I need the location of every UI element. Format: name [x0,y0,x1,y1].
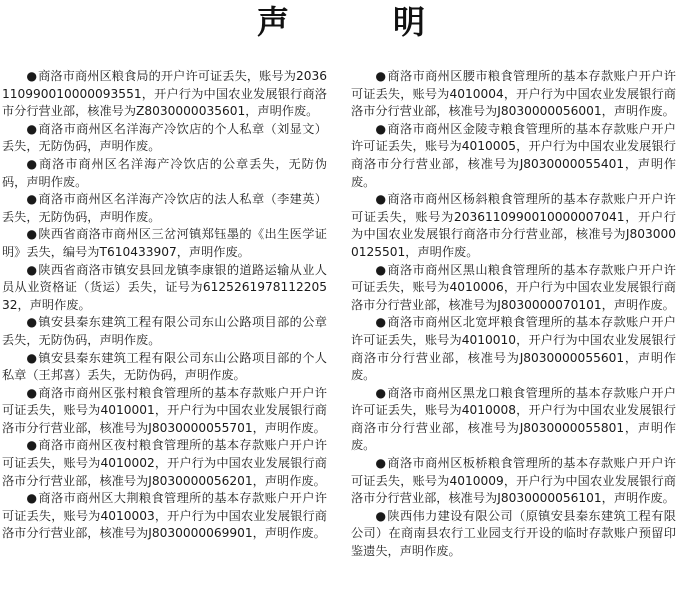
notice-item: ●商洛市商州区杨斜粮食管理所的基本存款账户开户许可证丢失，账号为2036110990010000007041，开户行为中国农业发展银行商洛市分行营业部，核准号为J8030000125501，声明作废。 [351,192,676,259]
bullet-icon: ● [26,491,38,506]
notice-item: ●商洛市商州区大荆粮食管理所的基本存款账户开户许可证丢失，账号为4010003，开户行为中国农业发展银行商洛市分行营业部，核准号为J8030000069901，声明作废。 [2,491,327,541]
bullet-icon: ● [375,69,387,83]
notice-item: ●陕西伟力建设有限公司（原镇安县秦东建筑工程有限公司）在商南县农行工业园支行开设的临时存款账户预留印鉴遗失，声明作废。 [351,508,676,559]
notice-item: ●商洛市商州区粮食局的开户许可证丢失，账号为2036110990010000093551，开户行为中国农业发展银行商洛市分行营业部，核准号为Z8030000035601，声明作废。 [2,69,327,119]
notice-item: ●商洛市商州区夜村粮食管理所的基本存款账户开户许可证丢失，账号为4010002，开户行为中国农业发展银行商洛市分行营业部，核准号为J8030000056201，声明作废。 [2,438,327,488]
notice-item: ●商洛市商州区黑山粮食管理所的基本存款账户开户许可证丢失，账号为4010006，开户行为中国农业发展银行商洛市分行营业部，核准号为J8030000070101，声明作废。 [351,262,676,312]
bullet-icon: ● [26,262,38,277]
bullet-icon: ● [375,456,387,471]
bullet-icon: ● [375,192,387,207]
notice-item: ●商洛市商州区板桥粮食管理所的基本存款账户开户许可证丢失，账号为4010009，开户行为中国农业发展银行商洛市分行营业部，核准号为J8030000056101，声明作废。 [351,456,676,506]
bullet-icon: ● [375,262,387,277]
bullet-icon: ● [26,192,38,207]
notice-item: ●商洛市商州区名洋海产冷饮店的公章丢失，无防伪码，声明作废。 [2,156,328,189]
bullet-icon: ● [375,385,387,400]
notice-item: ●商洛市商州区金陵寺粮食管理所的基本存款账户开户许可证丢失，账号为4010005，开户行为中国农业发展银行商洛市分行营业部，核准号为J8030000055401，声明作废。 [351,121,676,189]
bullet-icon: ● [375,121,387,136]
notice-column-left [2,68,327,543]
bullet-icon: ● [26,315,38,330]
bullet-icon: ● [26,385,38,400]
bullet-icon: ● [375,508,387,523]
notice-item: ●镇安县秦东建筑工程有限公司东山公路项目部的个人私章（王邦喜）丢失，无防伪码，声明作废。 [2,350,327,383]
notice-item: ●商洛市商州区北宽坪粮食管理所的基本存款账户开户许可证丢失，账号为4010010，开户行为中国农业发展银行商洛市分行营业部，核准号为J8030000055601，声明作废。 [351,315,676,383]
bullet-icon: ● [26,156,38,171]
page-title: 声 明 [256,3,461,41]
bullet-icon: ● [26,227,38,242]
notice-item: ●商洛市商州区名洋海产冷饮店的个人私章（刘显文）丢失，无防伪码，声明作废。 [2,121,327,154]
bullet-icon: ● [26,438,38,453]
bullet-icon: ● [26,350,38,365]
notice-column-right [351,68,676,561]
notice-item: ●商洛市商州区腰市粮食管理所的基本存款账户开户许可证丢失，账号为4010004，开户行为中国农业发展银行商洛市分行营业部，核准号为J8030000056001，声明作废。 [351,69,676,119]
notice-item: ●镇安县秦东建筑工程有限公司东山公路项目部的公章丢失，无防伪码，声明作废。 [2,315,327,347]
notice-item: ●商洛市商州区名洋海产冷饮店的法人私章（李建英）丢失，无防伪码，声明作废。 [2,192,327,224]
notice-item: ●商洛市商州区黑龙口粮食管理所的基本存款账户开户许可证丢失，账号为4010008，开户行为中国农业发展银行商洛市分行营业部，核准号为J8030000055801，声明作废。 [351,385,676,453]
bullet-icon: ● [375,315,387,330]
bullet-icon: ● [26,121,38,136]
notice-item: ●陕西省商洛市商州区三岔河镇郑钰墨的《出生医学证明》丢失，编号为T610433907，声明作废。 [2,227,327,259]
notice-item: ●商洛市商州区张村粮食管理所的基本存款账户开户许可证丢失，账号为4010001，开户行为中国农业发展银行商洛市分行营业部，核准号为J8030000055701，声明作废。 [2,385,327,435]
notice-item: ●陕西省商洛市镇安县回龙镇李康银的道路运输从业人员从业资格证（货运）丢失，证号为612526197811220532，声明作废。 [2,262,327,312]
bullet-icon: ● [26,69,38,83]
